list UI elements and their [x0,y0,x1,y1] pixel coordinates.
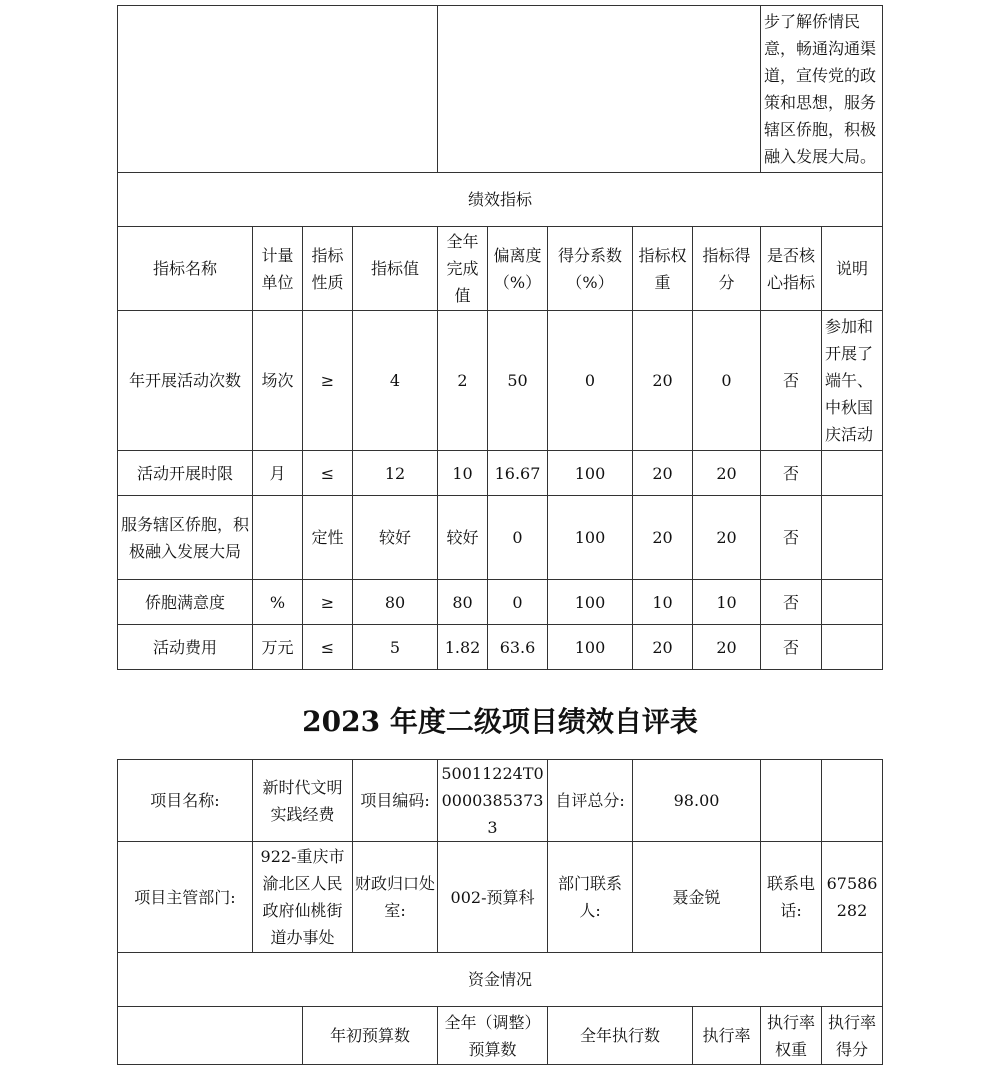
dept-value: 922-重庆市渝北区人民政府仙桃街道办事处 [253,842,353,953]
header-cell: 指标名称 [118,227,253,311]
table-cell: 50 [488,311,548,451]
table-cell: 0 [488,496,548,580]
table-cell: 0 [548,311,633,451]
funds-header-cell: 全年（调整）预算数 [438,1007,548,1065]
table-cell: 万元 [253,625,303,670]
office-value: 002-预算科 [438,842,548,953]
table-cell [822,496,883,580]
table-cell: 否 [761,625,822,670]
table-cell: 参加和开展了端午、中秋国庆活动 [822,311,883,451]
table-cell: 较好 [438,496,488,580]
project-name-value: 新时代文明实践经费 [253,760,353,842]
table-cell: 63.6 [488,625,548,670]
score-value: 98.00 [633,760,761,842]
table-cell: 10 [633,580,693,625]
table-cell: 100 [548,496,633,580]
contact-value: 聂金锐 [633,842,761,953]
table-cell: 100 [548,625,633,670]
table-cell [253,496,303,580]
table-cell: 2 [438,311,488,451]
table-cell: 10 [438,451,488,496]
funds-header-cell: 执行率 [693,1007,761,1065]
table-cell: 20 [693,451,761,496]
contact-label: 部门联系人: [548,842,633,953]
table-cell: 10 [693,580,761,625]
table-cell: 否 [761,311,822,451]
blank-cell [438,6,761,173]
table-cell [822,451,883,496]
project-code-label: 项目编码: [353,760,438,842]
table-row [118,451,883,496]
score-label: 自评总分: [548,760,633,842]
section-title: 绩效指标 [118,173,883,227]
header-cell: 计量单位 [253,227,303,311]
table-cell: 20 [693,625,761,670]
table-cell: 定性 [303,496,353,580]
table-cell: % [253,580,303,625]
table-cell: 1.82 [438,625,488,670]
table-cell: 年开展活动次数 [118,311,253,451]
project-code-value: 50011224T000003853733 [438,760,548,842]
phone-value: 67586282 [822,842,883,953]
table-cell: 80 [438,580,488,625]
document-title: 2023 年度二级项目绩效自评表 [302,705,698,738]
funds-header-cell: 全年执行数 [548,1007,693,1065]
table-cell: 20 [693,496,761,580]
table-cell: 场次 [253,311,303,451]
table-cell: 否 [761,580,822,625]
table-cell: 侨胞满意度 [118,580,253,625]
blank-cell [118,1007,303,1065]
table-row [118,311,883,451]
table-cell: 20 [633,311,693,451]
table-row [118,625,883,670]
table-cell: 活动费用 [118,625,253,670]
table-cell: 否 [761,496,822,580]
table-cell: 100 [548,451,633,496]
table-cell: ≥ [303,580,353,625]
table-cell: 活动开展时限 [118,451,253,496]
blank-cell [118,6,438,173]
funds-header-cell: 执行率权重 [761,1007,822,1065]
header-cell: 指标权重 [633,227,693,311]
table-cell: 12 [353,451,438,496]
funds-header-cell: 执行率得分 [822,1007,883,1065]
table-cell [822,625,883,670]
table-row [118,496,883,580]
table-cell: 16.67 [488,451,548,496]
header-cell: 偏离度（%） [488,227,548,311]
header-cell: 指标得分 [693,227,761,311]
table-cell [822,580,883,625]
blank-cell [761,760,822,842]
phone-label: 联系电话: [761,842,822,953]
table-cell: 20 [633,496,693,580]
table-cell: 20 [633,451,693,496]
funds-header-cell: 年初预算数 [303,1007,438,1065]
header-cell: 指标值 [353,227,438,311]
table-cell: 20 [633,625,693,670]
table-row [118,580,883,625]
table-cell: ≤ [303,451,353,496]
office-label: 财政归口处室: [353,842,438,953]
blank-cell [822,760,883,842]
header-cell: 指标性质 [303,227,353,311]
top-note-cell: 步了解侨情民意，畅通沟通渠道，宣传党的政策和思想，服务辖区侨胞，积极融入发展大局。 [761,6,883,173]
header-cell: 全年完成值 [438,227,488,311]
header-cell: 说明 [822,227,883,311]
header-cell: 是否核心指标 [761,227,822,311]
table-cell: 0 [693,311,761,451]
table-cell: 0 [488,580,548,625]
header-cell: 得分系数（%） [548,227,633,311]
project-name-label: 项目名称: [118,760,253,842]
funds-section-title: 资金情况 [118,953,883,1007]
table-cell: 4 [353,311,438,451]
table-cell: 100 [548,580,633,625]
table-cell: ≥ [303,311,353,451]
table-cell: 较好 [353,496,438,580]
performance-table [117,5,883,670]
table-cell: 80 [353,580,438,625]
table-cell: 月 [253,451,303,496]
table-cell: ≤ [303,625,353,670]
table-cell: 否 [761,451,822,496]
dept-label: 项目主管部门: [118,842,253,953]
project-info-table [117,759,883,1065]
table-cell: 服务辖区侨胞，积极融入发展大局 [118,496,253,580]
table-cell: 5 [353,625,438,670]
